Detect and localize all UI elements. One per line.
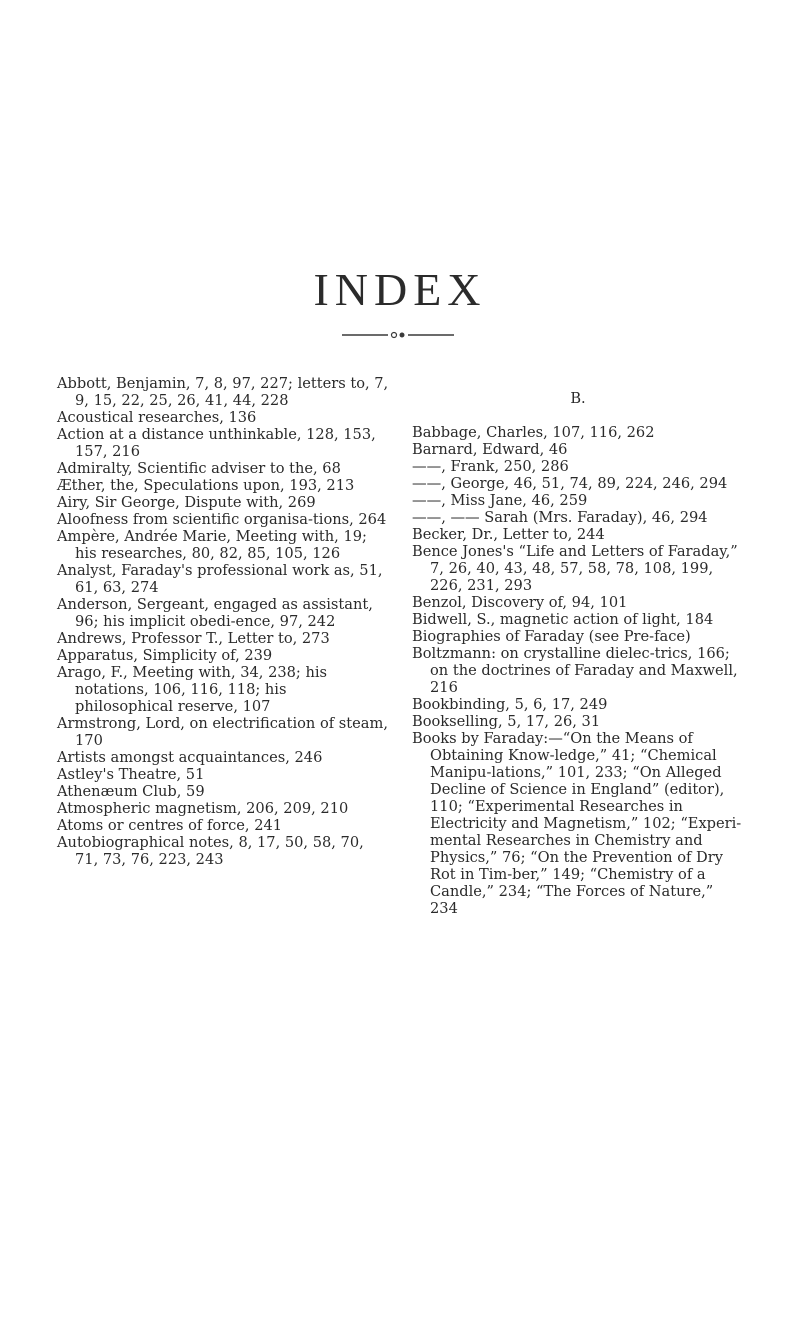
index-entry: Action at a distance unthinkable, 128, 153, 157, 216 [57,426,376,460]
title-ornament-divider [340,330,456,340]
index-entry: Boltzmann: on crystalline dielec-trics, 166; on the doctrines of Faraday and Maxwell, 216 [412,645,738,696]
index-entry: Athenæum Club, 59 [57,783,205,800]
index-entry: Bookselling, 5, 17, 26, 31 [412,713,601,730]
index-entry: Bookbinding, 5, 6, 17, 249 [412,696,608,713]
index-entry: Biographies of Faraday (see Pre-face) [412,628,691,645]
index-entry: Benzol, Discovery of, 94, 101 [412,594,628,611]
index-entry: Æther, the, Speculations upon, 193, 213 [57,477,355,494]
index-entry: Astley's Theatre, 51 [57,766,205,783]
index-entry: Atoms or centres of force, 241 [57,817,283,834]
index-entry: Aloofness from scientific organisa-tions, 264 [57,511,387,528]
index-entry: Bence Jones's “Life and Letters of Faraday,” 7, 26, 40, 43, 48, 57, 58, 78, 108, 199, 226, 231, 293 [412,543,738,594]
index-entry: Apparatus, Simplicity of, 239 [57,647,273,664]
section-letter-b: B. [570,390,586,407]
index-entry: ——, George, 46, 51, 74, 89, 224, 246, 294 [412,475,728,492]
index-column-left [57,375,389,868]
section-b-entries [412,424,744,917]
index-entry: Acoustical researches, 136 [57,409,257,426]
index-entry: Armstrong, Lord, on electrification of steam, 170 [57,715,388,749]
index-entry: ——, —— Sarah (Mrs. Faraday), 46, 294 [412,509,708,526]
index-entry: Bidwell, S., magnetic action of light, 184 [412,611,714,628]
index-entry: ——, Miss Jane, 46, 259 [412,492,588,509]
index-entry: Arago, F., Meeting with, 34, 238; his notations, 106, 116, 118; his philosophical reserve, 107 [57,664,328,715]
index-entry: Autobiographical notes, 8, 17, 50, 58, 70, 71, 73, 76, 223, 243 [57,834,364,868]
index-entry: Anderson, Sergeant, engaged as assistant, 96; his implicit obedi-ence, 97, 242 [57,596,373,630]
index-entry: Admiralty, Scientific adviser to the, 68 [57,460,341,477]
index-column-right [412,375,744,917]
index-entry: Ampère, Andrée Marie, Meeting with, 19; his researches, 80, 82, 85, 105, 126 [57,528,367,562]
index-entry: Analyst, Faraday's professional work as, 51, 61, 63, 274 [57,562,383,596]
index-entry: Artists amongst acquaintances, 246 [57,749,323,766]
index-entry: Becker, Dr., Letter to, 244 [412,526,605,543]
index-entry: ——, Frank, 250, 286 [412,458,569,475]
index-entry: Atmospheric magnetism, 206, 209, 210 [57,800,349,817]
index-entry: Andrews, Professor T., Letter to, 273 [57,630,330,647]
index-entry: Babbage, Charles, 107, 116, 262 [412,424,655,441]
index-entry: Books by Faraday:—“On the Means of Obtaining Know-ledge,” 41; “Chemical Manipu-lations,” 101, 233; “On Alleged Decline of Science in England” (editor), 110; “Experimental Researches in Electricity and Magnetism,” 102; “Experi-mental Researches in Chemistry and Physics,” 76; “On the Prevention of Dry Rot in Tim-ber,” 149; “Chemistry of a Candle,” 234; “The Forces of Nature,” 234 [412,730,742,917]
index-entry: Airy, Sir George, Dispute with, 269 [57,494,316,511]
index-entry: Barnard, Edward, 46 [412,441,568,458]
index-entry: Abbott, Benjamin, 7, 8, 97, 227; letters to, 7, 9, 15, 22, 25, 26, 41, 44, 228 [57,375,389,409]
page-title: INDEX [313,264,487,315]
